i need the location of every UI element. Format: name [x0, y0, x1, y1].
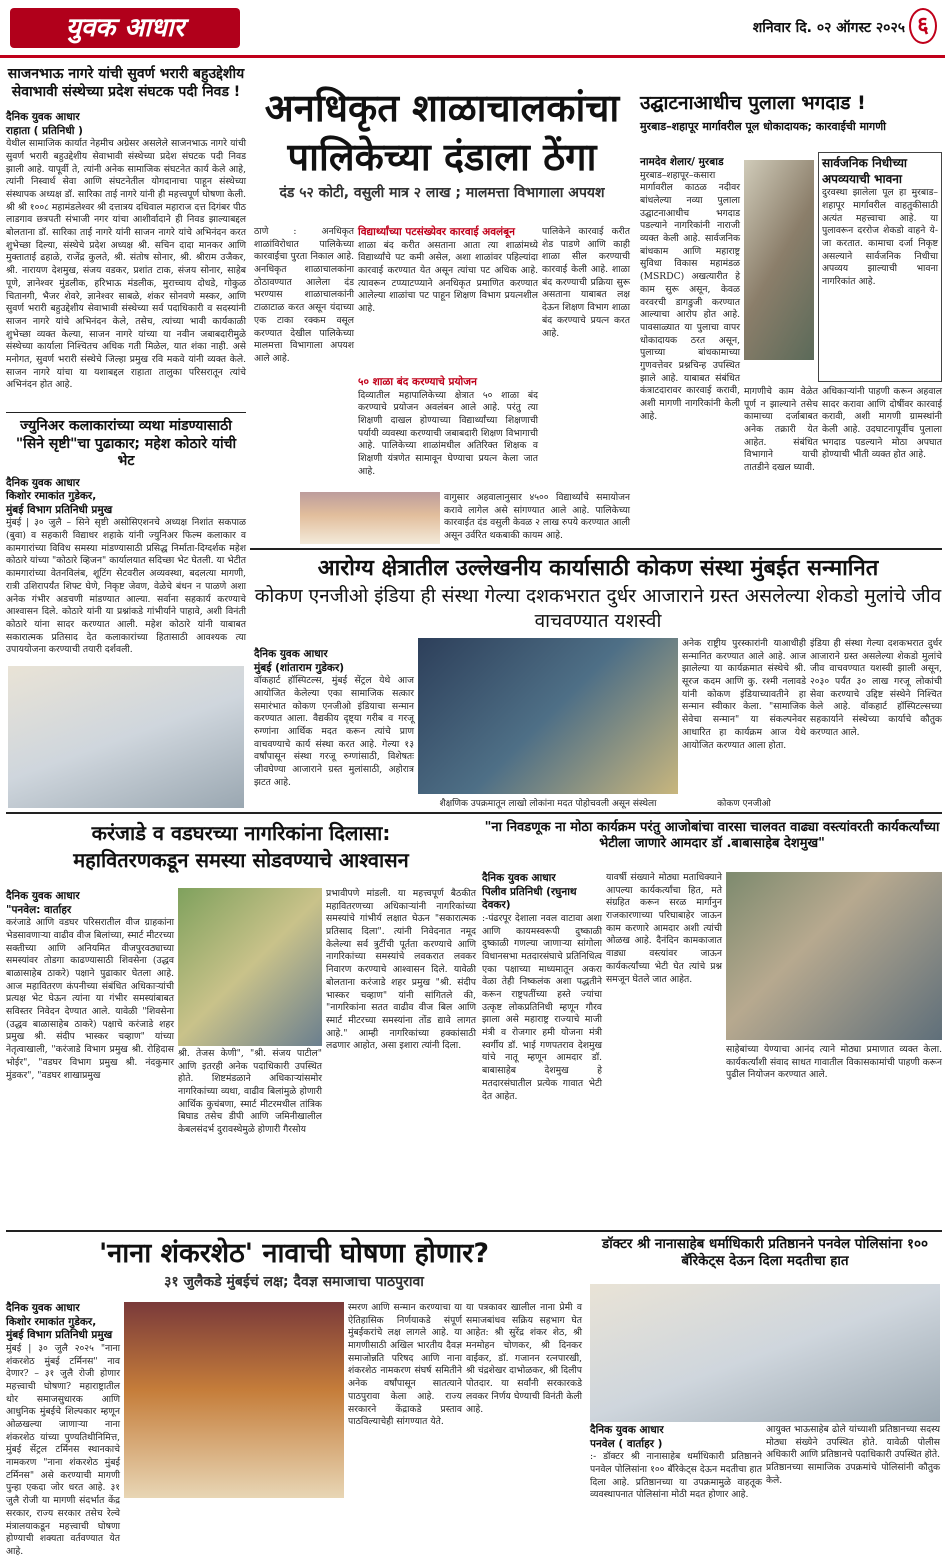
sidebar-box [818, 152, 942, 382]
article-col [178, 1048, 322, 1224]
headline-block [6, 1236, 582, 1298]
divider [6, 412, 246, 413]
article-end: कोकण एनजीओ [717, 799, 771, 809]
article-col [358, 226, 538, 376]
headline: 'नाना शंकरशेठ' नावाची घोषणा होणार? [98, 1238, 489, 1269]
article-col [6, 1302, 120, 1557]
article-col [444, 492, 630, 542]
article-sine-srushti [6, 418, 246, 658]
section-heading: विद्यार्थ्यांच्या पटसंख्येवर कारवाई अवलंबून [358, 226, 515, 238]
headline-line-1: अनधिकृत शाळाचालकांचा [264, 86, 620, 130]
article-col [6, 890, 174, 1224]
divider [6, 1230, 942, 1232]
article-col [744, 386, 818, 542]
article-col [542, 226, 630, 526]
article-body: दिव्यातील महापालिकेच्या क्षेत्रात ५० शाळा बंद करण्याचे प्रयोजन अवलंबन आले आहे. परंतु त्या शिक्षणी दाखल होण्याच्या विद्यार्थ्यांच्या शिक्षणाची पर्यायी व्यवस्था करण्याची जबाबदारी शिक्षण विभागाची आहे. पालिकेच्या शाळांमधील अतिरिक्त शिक्षक व शिक्षणी यंत्रणेत सामावून घेण्याचा प्रयत्न केला जात आहे. [358, 389, 538, 477]
article-col [348, 1302, 462, 1498]
headline-block [588, 1236, 942, 1280]
article-body: पालिकेने कारवाई करीत शेड पाडणे आणि काही शाळा सील करण्याची कारवाई केली आहे. शाळा बंद करण्याची प्रक्रिया सुरू असताना याबाबत लक्ष देऊन शिक्षण विभाग शाळा बंद करण्याचे प्रयत्न करत आहे. [542, 226, 630, 339]
article-body: यावर्षी संख्याने मोठ्या मताधिक्याने आपल्या कार्यकर्त्यांचा हित, मते संग्रहित करून सरळ मार्गानुन राजकारणाच्या परिघाबाहेर जाऊन काम करणारे आमदार अशी त्यांची ओळख आहे. दैनंदिन कामकाजात वाड्या वस्त्यांवर जाऊन कार्यकर्त्यांच्या भेटी घेत त्यांचे प्रश्न समजून घेतले जात आहेत. [606, 872, 722, 985]
headline-block [254, 84, 630, 220]
byline-place: "पनवेल: वार्ताहर [6, 903, 72, 916]
headline-block [254, 554, 942, 644]
photo-mla-visit [726, 872, 942, 1040]
headline: डॉक्टर श्री नानासाहेब धर्माधिकारी प्रतिष्ठानने पनवेल पोलिसांना १०० बॅरिकेट्स देऊन दिला मदतीचा हात [602, 1236, 928, 1269]
article-body: प्रभावीपणे मांडली. या महत्त्वपूर्ण बैठकीत महावितरणच्या अधिकाऱ्यांनी नागरिकांच्या समस्यांचे गांभीर्य लक्षात घेऊन "सकारात्मक प्रतिसाद दिला". त्यांनी निवेदनात नमूद केलेल्या सर्व त्रुटींची पूर्तता करण्याचे आणि नागरिकांच्या समस्यांचे लवकरात लवकर निवारण करण्याचे आश्वासन दिले. यावेळी बोलताना करंजाडे शहर प्रमुख "श्री. संदीप भास्कर चव्हाण" यांनी सांगितले की, "नागरिकांना सतत वाढीव वीज बिल आणि स्मार्ट मीटरच्या समस्यांना तोंड द्यावे लागत आहे." आम्ही नागरिकांच्या हक्कांसाठी लढणार आहोत, असा इशारा त्यांनी दिला. [326, 888, 476, 1052]
article-col [326, 888, 476, 1224]
headline-line-1: करंजाडे व वडघरच्या नागरिकांना दिलासा: [91, 821, 391, 845]
photo-protest-collage [124, 1302, 344, 1498]
article-body: :-पंढरपूर देशाला नवल वाटावा अशा आणि कायमस्वरूपी दुष्काळी दुष्काळी गणल्या जाणाऱ्या सांगोला विधानसभा मतदारसंघाचे प्रतिनिधित्व एका पक्षाच्या माध्यमातून अकरा वेळा तेही निष्कलंक अशा पद्धतीने करून राष्ट्रपतींच्या हस्ते ज्यांचा उत्कृष्ट लोकप्रतिनिधी म्हणून गौरव झाला असे महाराष्ट्र राज्याचे माजी मंत्री व रोजगार हमी योजना मंत्री स्वर्गीय डॉ. भाई गणपतराव देशमुख यांचे नातू म्हणून आमदार डॉ. बाबासाहेब देशमुख हे मतदारसंघातील प्रत्येक गावात भेटी देत आहेत. [482, 912, 602, 1102]
article-body: मागणीचे काम वेळेत पूर्ण न झाल्याने तसेच कामाच्या दर्जाबाबत अनेक तक्रारी येत आहेत. संबंधित विभागाने याची तातडीने दखल घ्यावी. [744, 386, 818, 474]
article-body: साहेबांच्या येण्याचा आनंद त्याने मोठ्या प्रमाणात व्यक्त केला. कार्यकर्त्यांशी संवाद साधत गावातील विकासकामांची पाहणी करून पुढील नियोजन करण्यात आले. [726, 1044, 942, 1081]
article-body: वागुसार अहवालानुसार ४५०० विद्यार्थ्यांचे समायोजन करावे लागेल असे सांगण्यात आले आहे. पालिकेच्या कारवाईत दंड वसुली केवळ २ लाख रुपये करण्यात आली असून उर्वरित थकबाकी कायम आहे. [444, 492, 630, 542]
article-col [590, 1424, 762, 1501]
article-body: करंजाडे आणि वडघर परिसरातील वीज ग्राहकांना भेडसावणाऱ्या वाढीव वीज बिलांच्या, स्मार्ट मीटरच्या सक्तीच्या आणि अनियमित वीजपुरवठ्याच्या समस्यांवर तोडगा काढण्यासाठी शिवसेना (उद्धव बाळासाहेब ठाकरे) पक्षाने पुढाकार घेतला आहे. आज महावितरण कंपनीच्या संबंधित अधिकाऱ्यांची प्रत्यक्ष भेट घेऊन त्यांना या गंभीर समस्यांबाबत सविस्तर निवेदन देण्यात आले. यावेळी "शिवसेना (उद्धव बाळासाहेब ठाकरे) पक्षाचे करंजाडे शहर प्रमुख श्री. संदीप भास्कर चव्हाण" यांच्या नेतृत्वाखाली, "करंजाडे विभाग प्रमुख श्री. रोहिदास भोईर", "वडघर विभाग प्रमुख श्री. नंदकुमार मुंडकर", "वडघर शाखाप्रमुख [6, 917, 174, 1081]
byline: दैनिक युवक आधार [254, 648, 328, 660]
photo-delegation [178, 888, 322, 1046]
byline: दैनिक युवक आधार [590, 1424, 664, 1436]
article-col [466, 1302, 582, 1498]
headline: आरोग्य क्षेत्रातील उल्लेखनीय कार्यासाठी कोकण संस्था मुंबईत सन्मानित [317, 556, 879, 581]
headline-block [482, 820, 942, 870]
byline-author: किशोर रमाकांत गुडेकर, [6, 1315, 97, 1328]
subheadline: ३१ जुलैकडे मुंबईचं लक्ष; दैवज्ञ समाजाचा पाठपुरावा [164, 1274, 424, 1291]
photo-meeting [8, 666, 244, 808]
photo-bridge-crack [744, 160, 814, 360]
article-col [254, 648, 414, 806]
headline-line-2: महावितरणकडून समस्या सोडवण्याचे आश्वासन [73, 848, 409, 872]
photo-caption: शैक्षणिक उपक्रमातून लाखो लोकांना मदत पोहोचवली असून संस्थेला [439, 799, 657, 809]
article-body: श्री. तेजस केणी", "श्री. संजय पाटील" आणि इतरही अनेक पदाधिकारी उपस्थित होते. शिष्टमंडळाने अधिकाऱ्यांसमोर नागरिकांच्या व्यथा, वाढीव बिलांमुळे होणारी आर्थिक कुचंबणा, स्मार्ट मीटरमधील तांत्रिक बिघाड तसेच डीपी आणि जमिनीखालील केबलसंदर्भ दुरावस्थेमुळे होणारी गैरसोय [178, 1048, 322, 1136]
article-body: स्मरण आणि सन्मान करण्याचा या ऐतिहासिक निर्णयाकडे संपूर्ण मुंबईकरांचे लक्ष लागले आहे. या मागणीसाठी अखिल भारतीय दैवज्ञ समाजोन्नति परिषद आणि नाना शंकरशेठ नामकरण संघर्ष समितीने अनेक वर्षांपासून सातत्याने पाठपुरावा केला आहे. राज्य सरकारने केंद्राकडे प्रस्ताव पाठविल्याचेही सांगण्यात येते. [348, 1302, 462, 1428]
divider [6, 812, 942, 814]
article-body: अधिकाऱ्यांनी पाहणी करून अहवाल सादर करावा आणि दोषींवर कारवाई करावी, अशी मागणी ग्रामस्थांनी केली आहे. उदघाटनापूर्वीच पुलाला भगदाड पडल्याने मोठा अपघात होण्याची भीती व्यक्त होत आहे. [822, 386, 942, 461]
box-body: दुरवस्था झालेला पूल हा मुरबाड–शहापूर मार्गावरील वाहतुकीसाठी अत्यंत महत्त्वाचा आहे. या पुलावरून दररोज शेकडो वाहने ये-जा करतात. कामाचा दर्जा निकृष्ट असल्याने सार्वजनिक निधीचा अपव्यय झाल्याची भावना नागरिकांत आहे. [822, 187, 938, 287]
byline-place: राहाता ( प्रतिनिधी ) [6, 124, 83, 137]
byline-role: मुंबई विभाग प्रतिनिधी प्रमुख [6, 503, 113, 516]
headline: ज्युनिअर कलाकारांच्या व्यथा मांडण्यासाठी "सिने सृष्टी"चा पुढाकार; महेश कोठारे यांची भेट [15, 418, 237, 469]
article-body: येथील सामाजिक कार्यात नेहमीच अग्रेसर असलेले साजनभाऊ नागरे यांची सुवर्ण भरारी बहुउद्देशीय सेवाभावी संस्थेच्या प्रदेश संघटक पदी निवड झाली आहे. यापूर्वी ते, त्यांनी अनेक सामाजिक संघटनेत कार्य केले आहे, त्यांनी निस्वार्थ सेवा आणि संघटनेतील योगदानाचा पाहून संस्थेच्या संस्थापक अध्यक्ष डॉ. सारिका ताई नागरे यांनी ही महत्त्वपूर्ण घोषणा केली. श्री श्री १००८ महामंडलेश्वर श्री दत्तात्रय दधिवाल महाराज दत्त दिगंबर पीठ लाडगाव छत्रपती संभाजी नगर यांचा आशीर्वादाने ही निवड झाल्याबद्दल बोलताना डॉ. सारिका ताई नागरे यांनी साजन नागरे यांचे अभिनंदन करत शुभेच्छा दिल्या, संस्थेचे प्रदेश अध्यक्ष श्री. सचिन दादा मानकर आणि मुक्ताताई ढहाळे, राजेंद्र कुलते, श्री. संतोष सोनार, श्री. श्रीराम उजैकर, श्री. नारायण देशमुख, संजय वडकर, प्रशांत टाक, संजय सोनार, साहेब पूणे, ज्ञानेश्वर मुंडलीक, हरिभाऊ मंडलीक, मुराच्चाय दोधडे, गोकुळ चितानगी, भैजर शेवरे, ज्ञानेश्वर साबळे, शंकर सोनवणे मस्कर, आणि सुवर्ण भरारी बहुउद्देशीय सेवाभावी संस्थेच्या सर्व पदाधिकारी व सदस्यांनी साजन नागरे यांचे अभिनंदन केले, तसेच, त्यांच्या भावी कार्यकाळी शुभेच्छा व्यक्त केल्या, साजन नागरे यांच्या या नवीन जबाबदारीमुळे संस्थेच्या कार्याला निश्चितच अधिक गती मिळेल, यात शंका नाही. असे मनोगत, सुवर्ण भरारी संस्थेचे जिल्हा प्रमुख रवि मकवे यांनी व्यक्त केले. साजन नागरे यांचा या यशाबद्दल राहाता तालुका परिसरातून त्यांचे अभिनंदन होत आहे. [6, 138, 246, 391]
byline-author: किशोर रमाकांत गुडेकर, [6, 490, 97, 503]
byline: दैनिक युवक आधार [482, 872, 556, 884]
article-body: शाळा बंद करीत असताना आता त्या शाळांमध्ये विद्यार्थ्यांचे पट कमी असेल, अशा शाळांवर पहिल्यांदा कारवाई करण्यात येत असून त्यांचा पट अधिक आहे. त्यावरून टप्प्याटप्प्याने अनधिकृत प्रमाणित करण्यात आलेल्या शाळांचा पट पाहून शिक्षण विभाग प्रयत्नशील आहे. [358, 239, 538, 315]
article-body: मुंबई | ३० जुलै – सिने सृष्टी असोसिएशनचे अध्यक्ष निशांत सकपाळ (बुवा) व सहकारी विद्याधर शहाके यांनी ज्युनिअर फिल्म कलाकार व कामगारांच्या विविध समस्या मांडण्यासाठी प्रसिद्ध निर्माता-दिग्दर्शक महेश कोठारे यांच्या "कोठारे व्हिजन" कार्यालयात सदिच्छा भेट घेतली. या भेटीत कामगारांच्या वेतनविलंब, शूटिंग सेटवरील अव्यवस्था, बदलत्या मागणी, रात्री उशिरापर्यंत शिफ्ट घेणे, निकृष्ट जेवण, वेळेचे बंधन न पाळणे अशा अनेक गंभीर अडचणी मांडण्यात आल्या. सर्वाना सहकार्य करण्याचे आश्वासन दिले. कोठारे यांनी या प्रश्नांकडे गांभीर्याने पाहावे, अशी विनंती कोठारे यांना सादर करण्यात आली. महेश कोठारे यांनी याबाबत सकारात्मक प्रतिसाद देत कलाकारांच्या हितासाठी आवश्यक त्या उपाययोजना करण्याची तयारी दर्शवली. [6, 517, 246, 656]
photo-award [418, 638, 678, 794]
box-heading: सार्वजनिक निधीच्या अपव्ययाची भावना [822, 156, 908, 186]
headline-block [640, 92, 940, 152]
byline: दैनिक युवक आधार [6, 111, 80, 123]
byline: नामदेव शेलार/ मुरबाड [640, 156, 724, 168]
article-body: अनेक राष्ट्रीय पुरस्कारांनी याआधीही सन्मानित करण्यात आले आहे. आज झालेल्या या कार्यक्रमात संस्थेचे श्री. सूरज कदम आणि कु. रश्मी नलावडे यांनी कोकण इंडियाच्यावतीने हा सन्मान स्वीकार केला. "सामाजिक सेवेचा सन्मान" या संकल्पनेवर आधारित हा कार्यक्रम आज येथे आयोजित करण्यात आला होता. [682, 638, 806, 751]
article-body: मुरबाड–शहापूर–कसारा मार्गावरील काठळ नदीवर बांधलेल्या नव्या पुलाला उद्घाटनाआधीच भगदाड पडल्याने नागरिकांनी नाराजी व्यक्त केली आहे. सार्वजनिक बांधकाम आणि महाराष्ट्र सुविधा विकास महामंडळ (MSRDC) अखत्यारीत हे काम सुरू असून, केवळ वरवरची डागडुजी करण्यात आल्याचा आरोप होत आहे. पावसाळ्यात या पुलाचा वापर धोकादायक ठरत असून, पुलाच्या बांधकामाच्या गुणवत्तेवर प्रश्नचिन्ह उपस्थित झाले आहे. याबाबत संबंधित कंत्राटदारावर कारवाई करावी, अशी मागणी नागरिकांनी केली आहे. [640, 169, 740, 422]
subheadline: मुरबाड–शहापूर मार्गावरील पूल धोकादायक; कारवाईची मागणी [640, 119, 886, 133]
headline: उद्घाटनाआधीच पुलाला भगदाड ! [640, 92, 866, 114]
article-body: आयुक्त भाऊसाहेब ढोले यांच्याशी प्रतिष्ठानच्या सदस्य मोठ्या संख्येने उपस्थित होते. यावेळी पोलीस अधिकारी आणि प्रतिष्ठानचे पदाधिकारी उपस्थित होते. प्रतिष्ठानच्या सामाजिक उपक्रमांचे पोलिसांनी कौतुक केले. [766, 1424, 940, 1486]
article-col [482, 872, 602, 1224]
byline-place: पनवेल ( वार्ताहर ) [590, 1437, 663, 1450]
headline-block [6, 820, 476, 884]
headline-line-2: पालिकेच्या दंडाला ठेंगा [287, 135, 597, 180]
article-col [726, 1044, 942, 1224]
article-body: या पत्रकावर खालील नाना प्रेमी व समाजबांधव सक्रिय सहभाग घेत आहेत: श्री सुरेंद्र शंकर शेठ, श्री मनमोहन चोणकर, श्री दिनकर वाईकर, डॉ. गजानन रत्नपारखी, श्री चंद्रशेखर दाभोळकर, श्री दिलीप पोतदार. या सर्वांनी सरकारकडे लवकर निर्णय घेण्याची विनंती केली आहे. [466, 1302, 582, 1415]
byline-place: मुंबई (शांताराम गुडेकर) [254, 661, 345, 674]
article-nagare [6, 66, 246, 406]
section-heading: ५० शाळा बंद करण्याचे प्रयोजन [358, 376, 477, 388]
photo-barricades [590, 1284, 940, 1422]
article-col [358, 376, 538, 494]
byline: दैनिक युवक आधार [6, 1302, 80, 1314]
article-col [254, 226, 354, 526]
masthead [0, 0, 945, 58]
page-number: ६ [909, 8, 937, 44]
subheadline: दंड ५२ कोटी, वसुली मात्र २ लाख ; मालमत्ता विभागाला अपयश [279, 184, 605, 201]
article-body: मुंबई | ३० जुलै २०२५ "नाना शंकरशेठ मुंबई टर्मिनस" नाव देणार? – ३१ जुलै रोजी होणार महत्त्वाची घोषणा? महाराष्ट्रातील थोर समाजसुधारक आणि आधुनिक मुंबईचे शिल्पकार म्हणून ओळखल्या जाणाऱ्या नाना शंकरशेठ यांच्या पुण्यतिथीनिमित्त, मुंबई सेंट्रल टर्मिनस स्थानकाचे नामकरण "नाना शंकरशेठ मुंबई टर्मिनस" असे करण्याची मागणी पुन्हा एकदा जोर धरत आहे. ३१ जुलै रोजी या मागणी संदर्भात केंद्र सरकार, राज्य सरकार तसेच रेल्वे मंत्रालयाकडून महत्त्वाची घोषणा होण्याची शक्यता वर्तवण्यात येत आहे. [6, 1342, 120, 1557]
headline: "ना निवडणूक ना मोठा कार्यक्रम परंतु आजोबांचा वारसा चालवत वाढ्या वस्त्यांवरती कार्यकर्त्यांच्या भेटीला जाणारे आमदार डॉ .बाबासाहेब देशमुख" [484, 820, 940, 852]
article-col [810, 638, 942, 796]
school-illustration [300, 492, 440, 544]
byline-role: मुंबई विभाग प्रतिनिधी प्रमुख [6, 1329, 113, 1342]
divider [250, 548, 942, 550]
article-col [822, 386, 942, 542]
article-body: वॉकहार्ट हॉस्पिटल्स, मुंबई सेंट्रल येथे आज आयोजित केलेल्या एका सामाजिक सत्कार समारंभात कोकण एनजीओ इंडियाचा सन्मान करण्यात आला. वैद्यकीय दृष्ट्या गरीब व गरजू रुग्णांना आर्थिक मदत करून त्यांचे प्राण वाचवण्याचे कार्य संस्था करत आहे. गेल्या १३ वर्षांपासून संस्था गरजू रुग्णांसाठी, विशेषतः जीवघेण्या आजाराने ग्रस्त मुलांसाठी, अहोरात्र झटत आहे. [254, 675, 414, 788]
newspaper-logo: युवक आधार [10, 8, 240, 48]
article-col [606, 872, 722, 1224]
article-col [766, 1424, 940, 1498]
byline: दैनिक युवक आधार [6, 890, 80, 902]
byline: दैनिक युवक आधार [6, 476, 80, 489]
subheadline: कोकण एनजीओ इंडिया ही संस्था गेल्या दशकभरात दुर्धर आजाराने ग्रस्त असलेल्या शेकडो मुलांचे जीव वाचवण्यात यशस्वी [254, 584, 942, 633]
article-col [682, 638, 806, 809]
article-body: इंडिया ही संस्था गेल्या दशकभरात दुर्धर आजाराने ग्रस्त असलेल्या शेकडो मुलांचे जीव वाचवण्यात यशस्वी झाली असून, २०३० पर्यंत ३० लाख गरजू लोकांची सेवा करण्याचे उद्दिष्ट संस्थेने निश्चित केले आहे. वॉकहार्ट हॉस्पिटल्सच्या सहकार्याने संस्थेच्या कार्याचे कौतुक करण्यात आले. [810, 638, 942, 738]
byline-place: पिलीव प्रतिनिधी (रघुनाथ देवकर) [482, 885, 577, 912]
article-body: :- डॉक्टर श्री नानासाहेब धर्माधिकारी प्रतिष्ठानने पनवेल पोलिसांना १०० बॅरिकेट्स देऊन मदतीचा हात दिला आहे. प्रतिष्ठानच्या या उपक्रमामुळे वाहतूक व्यवस्थापनात पोलिसांना मोठी मदत होणार आहे. [590, 1451, 762, 1501]
article-body: ठाणे : अनधिकृत शाळांविरोधात पालिकेच्या कारवाईचा पुरता निकाल आहे. अनधिकृत शाळाचालकांना ठोठावण्यात आलेला दंड भरण्यास शाळाचालकांनी टाळाटाळ करत असून यंदाच्या एक टाका रक्कम वसूल करण्यात देखील पालिकेच्या मालमत्ता विभागाला अपयश आले आहे. [254, 226, 354, 364]
issue-date: शनिवार दि. ०२ ऑगस्ट २०२५ [752, 20, 905, 36]
article-col [640, 156, 740, 422]
headline: साजनभाऊ नागरे यांची सुवर्ण भरारी बहुउद्देशीय सेवाभावी संस्थेच्या प्रदेश संघटक पदी निवड ! [7, 66, 245, 100]
